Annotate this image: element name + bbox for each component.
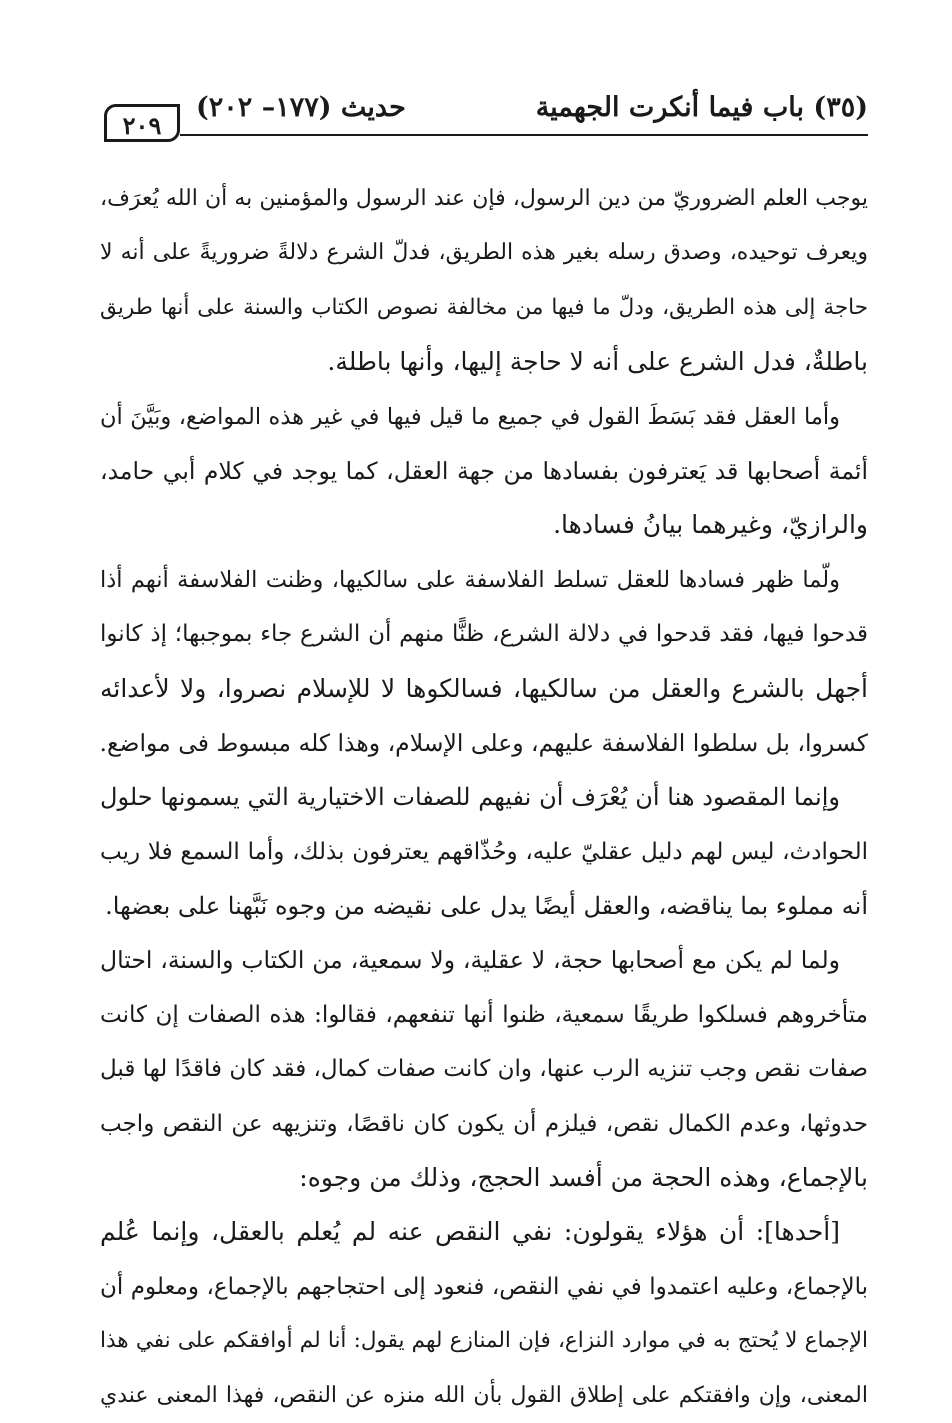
text-line: أئمة أصحابها قد يَعترفون بفسادها من جهة العقل، كما يوجد في كلام أبي حامد، <box>100 456 868 485</box>
text-line: أنه مملوء بما يناقضه، والعقل أيضًا يدل على نقيضه من وجوه نَبَّهنا على بعضها. <box>105 892 868 921</box>
text-line: متأخروهم فسلكوا طريقًا سمعية، ظنوا أنها تنفعهم، فقالوا: هذه الصفات إن كانت <box>100 1001 868 1028</box>
text-line: أجهل بالشرع والعقل من سالكيها، فسالكوها لا للإسلام نصروا، ولا لأعدائه <box>100 673 868 703</box>
text-line: ولّما ظهر فسادها للعقل تسلط الفلاسفة على سالكيها، وظنت الفلاسفة أنهم أذا <box>100 566 840 593</box>
text-line: الإجماع لا يُحتج به في موارد النزاع، فإن المنازع لهم يقول: أنا لم أوافقكم على نفي هذا <box>100 1328 868 1354</box>
text-line: حدوثها، وعدم الكمال نقص، فيلزم أن يكون كان ناقصًا، وتنزيهه عن النقص واجب <box>100 1110 868 1137</box>
text-line: بالإجماع، وهذه الحجة من أفسد الحجج، وذلك من وجوه: <box>299 1163 868 1193</box>
hadith-range: حديث (١٧٧– ٢٠٢) <box>196 92 406 123</box>
page-header <box>96 88 868 148</box>
text-line: ولما لم يكن مع أصحابها حجة، لا عقلية، ولا سمعية، من الكتاب والسنة، احتال <box>100 946 840 975</box>
text-line: باطلةٌ، فدل الشرع على أنه لا حاجة إليها، وأنها باطلة. <box>327 347 868 377</box>
page-number: ٢٠٩ <box>104 104 180 142</box>
body-text <box>100 172 868 1423</box>
text-line: ويعرف توحيده، وصدق رسله بغير هذه الطريق، فدلّ الشرع دلالةً ضروريةً على أنه لا <box>100 240 868 266</box>
text-line: قدحوا فيها، فقد قدحوا في دلالة الشرع، ظنًّا منهم أن الشرع جاء بموجبها؛ إذ كانوا <box>100 621 868 648</box>
header-divider <box>180 134 868 136</box>
text-line: وأما العقل فقد بَسَطَ القول في جميع ما قيل فيها في غير هذه المواضع، وبَيَّنَ أن <box>100 403 840 430</box>
text-line: والرازيّ، وغيرهما بيانُ فسادها. <box>553 510 868 540</box>
text-line: المعنى، وإن وافقتكم على إطلاق القول بأن الله منزه عن النقص، فهذا المعنى عندي <box>100 1382 868 1408</box>
text-line: وإنما المقصود هنا أن يُعْرَف أن نفيهم للصفات الاختيارية التي يسمونها حلول <box>100 783 840 812</box>
text-line: بالإجماع، وعليه اعتمدوا في نفي النقص، فنعود إلى احتجاجهم بالإجماع، ومعلوم أن <box>100 1273 868 1300</box>
text-line: صفات نقص وجب تنزيه الرب عنها، وان كانت صفات كمال، فقد كان فاقدًا لها قبل <box>100 1056 868 1083</box>
text-line: حاجة إلى هذه الطريق، ودلّ ما فيها من مخالفة نصوص الكتاب والسنة على أنها طريق <box>100 294 868 320</box>
text-line: الحوادث، ليس لهم دليل عقليّ عليه، وحُذّاقهم يعترفون بذلك، وأما السمع فلا ريب <box>100 838 868 865</box>
chapter-title: (٣٥) باب فيما أنكرت الجهمية <box>535 92 868 123</box>
text-line: [أحدها]: أن هؤلاء يقولون: نفي النقص عنه لم يُعلم بالعقل، وإنما عُلم <box>100 1217 840 1247</box>
text-line: كسروا، بل سلطوا الفلاسفة عليهم، وعلى الإسلام، وهذا كله مبسوط فى مواضع. <box>100 728 868 757</box>
text-line: يوجب العلم الضروريّ من دين الرسول، فإن عند الرسول والمؤمنين به أن الله يُعرَف، <box>100 186 868 211</box>
